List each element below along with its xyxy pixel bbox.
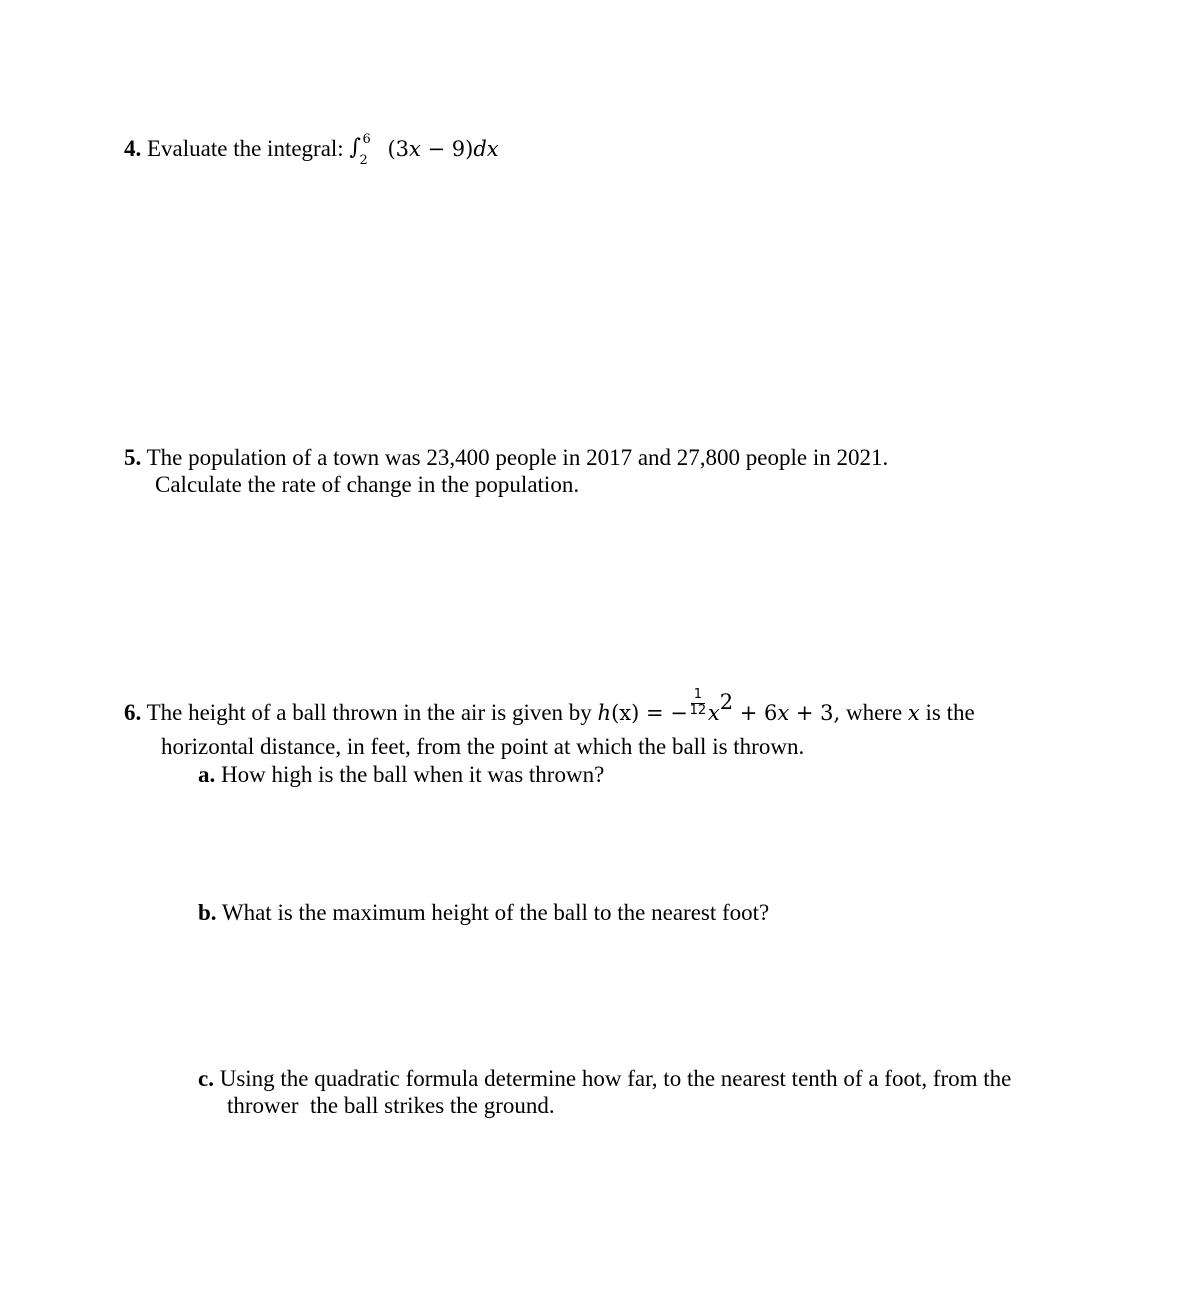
equals-minus: = − [639,701,688,725]
question-6a-text: How high is the ball when it was thrown? [221,762,605,787]
question-6b [198,899,769,926]
is-the-text: is the [919,700,975,725]
where-text: where [840,700,908,725]
quadratic-exponent: 2 [719,690,734,715]
question-6a [198,761,604,788]
question-6c-text-1: Using the quadratic formula determine how far, to the nearest tenth of a foot, from the [219,1066,1012,1091]
question-5-line-1 [124,444,888,471]
question-5-line-2: Calculate the rate of change in the population. [155,472,580,497]
question-6-line-1 [124,687,975,727]
linear-variable: x [777,701,790,725]
function-argument: (x) [611,701,640,725]
question-6-intro: The height of a ball thrown in the air is given by [146,700,592,725]
question-4-line [124,132,499,168]
integrand-variable: x [409,137,421,161]
fraction-denominator: 12 [689,703,707,718]
question-6-line-2: horizontal distance, in feet, from the point at which the ball is thrown. [161,734,805,759]
question-6-number: 6. [124,700,142,725]
integrand-open: (3 [387,137,410,161]
function-name: h [597,701,612,725]
where-variable: x [907,701,920,725]
integral-differential: dx [473,137,499,161]
question-6b-label: b. [198,900,217,925]
question-6a-label: a. [198,762,216,787]
integrand-rest: − 9) [420,137,474,161]
question-6c-line-2: thrower the ball strikes the ground. [227,1093,555,1118]
fraction-numerator: 1 [693,687,702,702]
integral-upper-limit: 6 [362,132,371,147]
question-6c-line-1 [198,1065,1011,1092]
fraction-one-twelfth [688,687,708,726]
integral-sign: ∫ [349,135,361,160]
constant-term: + 3, [789,701,841,725]
integral-expression [349,132,387,168]
quadratic-variable: x [707,701,720,725]
question-5-number: 5. [124,445,142,470]
question-5-text-1: The population of a town was 23,400 people in 2017 and 27,800 people in 2021. [146,445,889,470]
question-6c-label: c. [198,1066,214,1091]
integral-lower-limit: 2 [359,153,368,168]
question-6b-text: What is the maximum height of the ball to the nearest foot? [221,900,770,925]
question-4-text: Evaluate the integral: [147,136,344,161]
question-4-number: 4. [124,136,142,161]
linear-coefficient: + 6 [733,701,778,725]
